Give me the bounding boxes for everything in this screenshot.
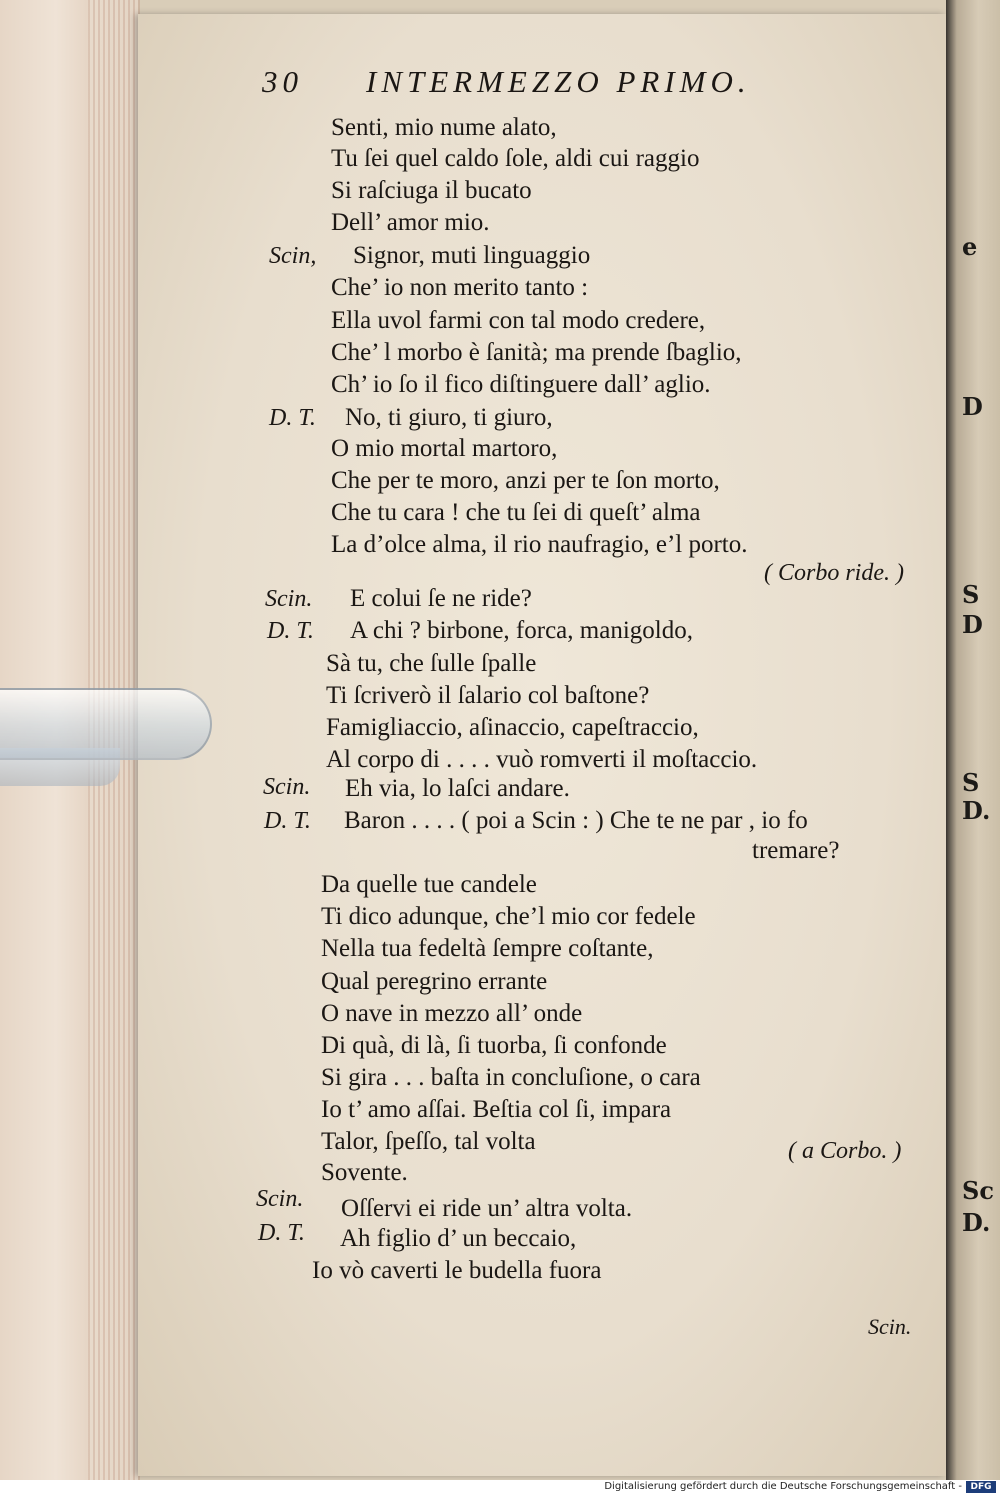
verse-line: Oſſervi ei ride un’ altra volta. (341, 1195, 633, 1222)
dfg-logo: DFG (966, 1481, 996, 1493)
verse-line: Baron . . . . ( poi a Scin : ) Che te ne par , io fo (344, 807, 808, 834)
verse-line: Io t’ amo aſſai. Beſtia col ſi, impara (321, 1096, 672, 1123)
verse-line: Signor, muti linguaggio (353, 242, 591, 269)
book-page (138, 14, 946, 1476)
verse-line: Talor, ſpeſſo, tal volta (321, 1128, 536, 1155)
verse-line: La d’olce alma, il rio naufragio, e’l porto. (331, 531, 748, 558)
verse-line: Io vò caverti le budella fuora (312, 1257, 602, 1284)
clip-upper-bar (0, 688, 212, 760)
margin-fragment: Sc (962, 1176, 994, 1205)
stage-direction: ( a Corbo. ) (788, 1138, 902, 1164)
verse-line: Si raſciuga il bucato (331, 177, 532, 204)
margin-fragment: D. (962, 1208, 991, 1237)
verse-line: Ti dico adunque, che’l mio cor fedele (321, 903, 696, 930)
stage-direction: ( Corbo ride. ) (764, 560, 904, 586)
verse-line: Sovente. (321, 1159, 408, 1186)
speaker-label: Scin. (265, 586, 313, 612)
speaker-label: D. T. (258, 1220, 305, 1246)
verse-line: Eh via, lo laſci andare. (345, 775, 570, 802)
verse-line: Famigliaccio, aſinaccio, capeſtraccio, (326, 714, 699, 741)
speaker-label: D. T. (267, 618, 314, 644)
verse-line: O mio mortal martoro, (331, 435, 558, 462)
verse-line: Che tu cara ! che tu ſei di queſt’ alma (331, 499, 701, 526)
margin-fragment: e (962, 232, 978, 261)
verse-line: No, ti giuro, ti giuro, (345, 404, 553, 431)
speaker-label: D. T. (269, 405, 316, 431)
footer-credit: Digitalisierung gefördert durch die Deutsche Forschungsgemeinschaft - (604, 1481, 962, 1492)
margin-fragment: S (962, 768, 980, 797)
verse-line: A chi ? birbone, forca, manigoldo, (350, 617, 693, 644)
digitization-footer (0, 1480, 1000, 1494)
facing-page-strip (946, 0, 1000, 1480)
margin-fragment: D (962, 392, 983, 421)
verse-line: Senti, mio nume alato, (331, 114, 557, 141)
page-number: 30 (262, 64, 303, 99)
verse-line: Tu ſei quel caldo ſole, aldi cui raggio (331, 145, 700, 172)
verse-line: Di quà, di là, ſi tuorba, ſi confonde (321, 1032, 667, 1059)
verse-line: E colui ſe ne ride? (350, 585, 532, 612)
speaker-label: Scin, (269, 243, 317, 269)
margin-fragment: D (962, 610, 983, 639)
margin-fragment: D. (962, 796, 991, 825)
verse-line: Si gira . . . baſta in concluſione, o cara (321, 1064, 701, 1091)
verse-line: tremare? (752, 837, 840, 864)
verse-line: Dell’ amor mio. (331, 209, 490, 236)
verse-line: Qual peregrino errante (321, 968, 548, 995)
catchword: Scin. (868, 1314, 912, 1339)
verse-line: Ella uvol farmi con tal modo credere, (331, 307, 706, 334)
speaker-label: Scin. (256, 1186, 304, 1212)
verse-line: Ti ſcriverò il ſalario col baſtone? (326, 682, 650, 709)
verse-line: Da quelle tue candele (321, 871, 537, 898)
verse-line: Sà tu, che ſulle ſpalle (326, 650, 537, 677)
speaker-label: Scin. (263, 774, 311, 800)
verse-line: Ch’ io ſo il fico diſtinguere dall’ aglio. (331, 371, 711, 398)
running-title: INTERMEZZO PRIMO. (366, 64, 751, 99)
verse-line: Nella tua fedeltà ſempre coſtante, (321, 935, 654, 962)
verse-line: Al corpo di . . . . vuò romverti il moſtaccio. (326, 746, 758, 773)
margin-fragment: S (962, 580, 980, 609)
verse-line: Che per te moro, anzi per te ſon morto, (331, 467, 720, 494)
verse-line: Che’ l morbo è ſanità; ma prende ſbaglio, (331, 339, 742, 366)
page-clip (0, 678, 224, 802)
verse-line: Ah figlio d’ un beccaio, (340, 1225, 577, 1252)
verse-line: Che’ io non merito tanto : (331, 274, 589, 301)
verse-line: O nave in mezzo all’ onde (321, 1000, 583, 1027)
speaker-label: D. T. (264, 808, 311, 834)
